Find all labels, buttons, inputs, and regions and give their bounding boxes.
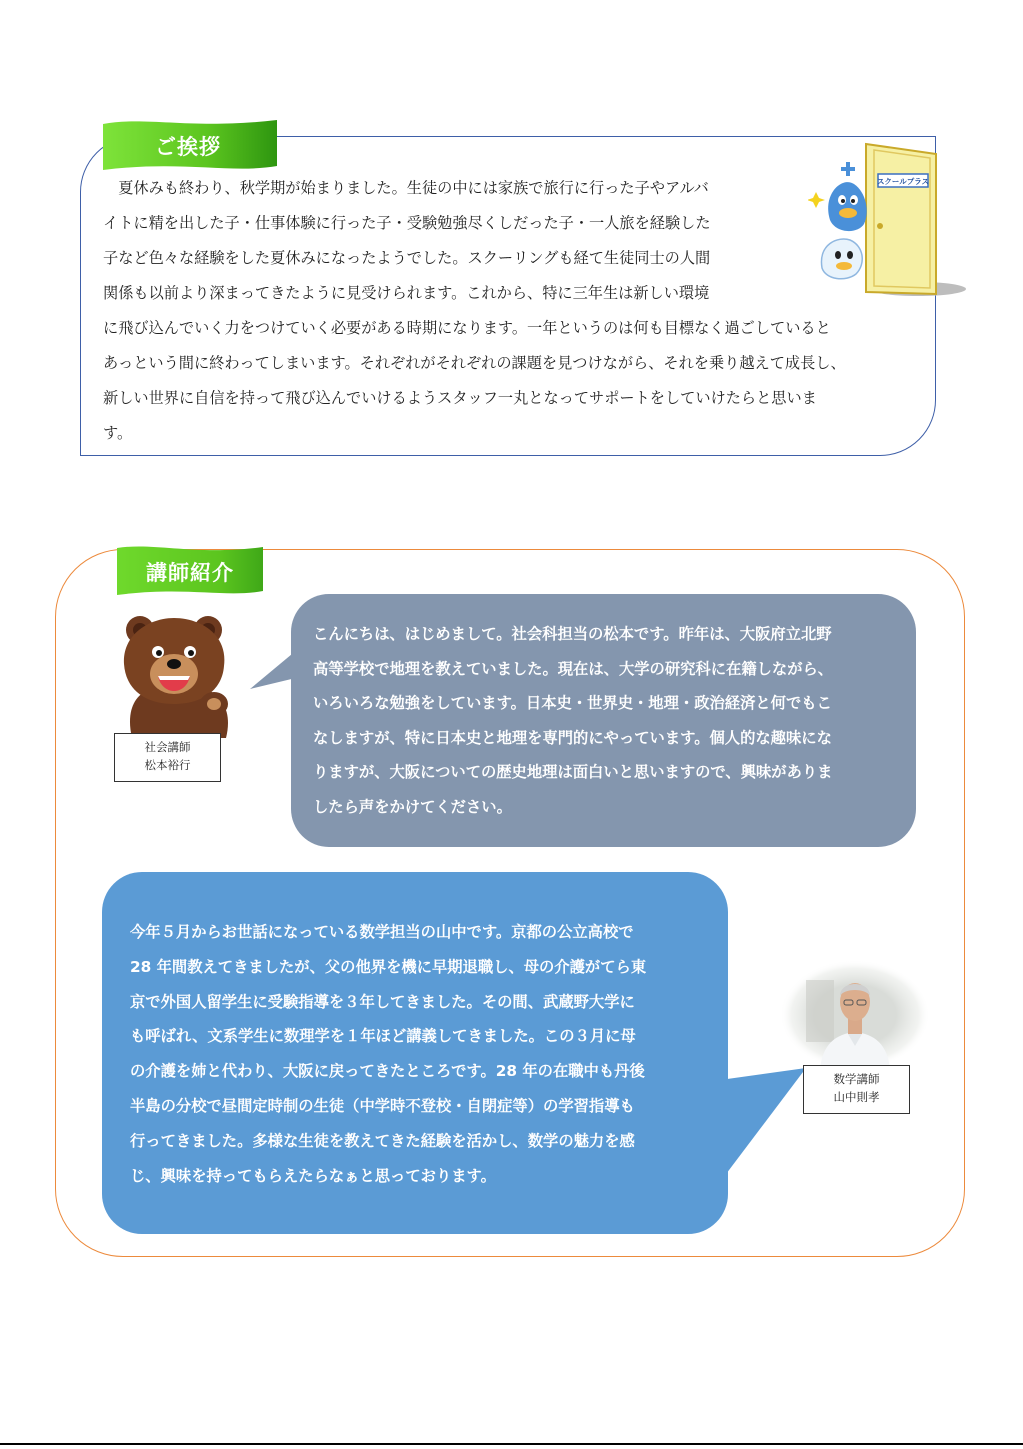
teacher1-line: なしますが、特に日本史と地理を専門的にやっています。個人的な趣味にな — [313, 728, 832, 747]
teacher1-line: りますが、大阪についての歴史地理は面白いと思いますので、興味がありま — [313, 763, 833, 782]
teacher1-line: こんにちは、はじめまして。社会科担当の松本です。昨年は、大阪府立北野 — [313, 625, 832, 643]
teacher2-photo — [780, 960, 930, 1070]
teacher2-line: も呼ばれ、文系学生に数理学を１年ほど講義してきました。この３月に母 — [130, 1027, 636, 1046]
door-sign: スクールプラス — [876, 177, 930, 186]
greeting-line: 関係も以前より深まってきたように見受けられます。これから、特に三年生は新しい環境 — [103, 284, 710, 302]
teacher1-name-card — [114, 733, 221, 782]
greeting-line: イトに精を出した子・仕事体験に行った子・受験勉強尽くしだった子・一人旅を経験した — [103, 214, 711, 232]
teacher2-intro-text — [130, 915, 720, 1193]
teacher2-line: 今年５月からお世話になっている数学担当の山中です。京都の公立高校で — [130, 923, 634, 941]
bubble2-tail — [720, 1058, 810, 1188]
greeting-line: 新しい世界に自信を持って飛び込んでいけるようスタッフ一丸となってサポートをしていけたらと思いま — [103, 389, 817, 407]
teacher2-line: 京で外国人留学生に受験指導を３年してきました。その間、武蔵野大学に — [130, 992, 635, 1011]
teacher2-line: 行ってきました。多様な生徒を教えてきた経験を活かし、数学の魅力を感 — [130, 1131, 635, 1150]
teacher2-name: 山中則孝 — [833, 1090, 880, 1104]
page-bottom-rule — [0, 1443, 1023, 1445]
greeting-paragraph — [103, 171, 921, 451]
greeting-line: 夏休みも終わり、秋学期が始まりました。生徒の中には家族で旅行に行った子やアルバ — [103, 179, 709, 197]
greeting-heading: ご挨拶 — [155, 135, 221, 159]
teacher-heading: 講師紹介 — [146, 560, 234, 585]
teacher1-line: いろいろな勉強をしています。日本史・世界史・地理・政治経済と何でもこ — [313, 694, 832, 713]
teacher1-intro-text — [313, 617, 913, 825]
teacher1-line: 高等学校で地理を教えていました。現在は、大学の研究科に在籍しながら、 — [313, 659, 834, 678]
bear-mascot-illustration — [112, 612, 240, 738]
greeting-line: あっという間に終わってしまいます。それぞれがそれぞれの課題を見つけながら、それを乗り越えて成長し、 — [103, 354, 846, 372]
greeting-line: 子など色々な経験をした夏休みになったようでした。スクーリングも経て生徒同士の人間 — [103, 249, 711, 267]
door-mascot-illustration — [808, 140, 968, 300]
teacher-banner — [115, 544, 265, 599]
greeting-line: す。 — [103, 424, 133, 442]
teacher1-line: したら声をかけてください。 — [313, 797, 512, 816]
teacher1-role: 社会講師 — [144, 740, 191, 754]
greeting-line: に飛び込んでいく力をつけていく必要がある時期になります。一年というのは何も目標なく過ごしていると — [103, 319, 831, 337]
teacher2-line: 半島の分校で昼間定時制の生徒（中学時不登校・自閉症等）の学習指導も — [130, 1096, 635, 1115]
teacher1-name: 松本裕行 — [144, 758, 191, 772]
teacher2-role: 数学講師 — [833, 1072, 880, 1086]
teacher2-line: 28 年間教えてきましたが、父の他界を機に早期退職し、母の介護がてら東 — [130, 957, 647, 976]
greeting-banner — [101, 118, 279, 174]
teacher2-name-card — [803, 1065, 910, 1114]
teacher2-line: じ、興味を持ってもらえたらなぁと思っております。 — [130, 1166, 496, 1185]
teacher2-line: の介護を姉と代わり、大阪に戻ってきたところです。28 年の在職中も丹後 — [130, 1062, 645, 1081]
